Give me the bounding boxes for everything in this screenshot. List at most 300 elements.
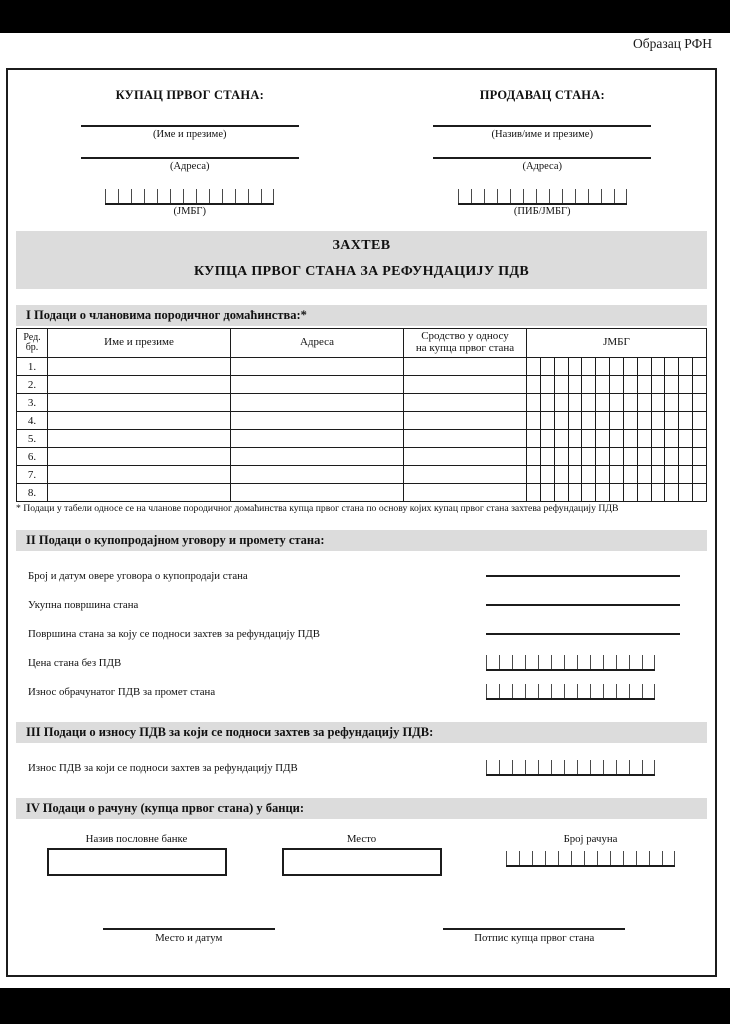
cell-jmbg-digit[interactable] (540, 484, 554, 502)
comb-cell[interactable] (564, 655, 577, 669)
cell-jmbg-digit[interactable] (679, 376, 693, 394)
cell-jmbg-digit[interactable] (554, 430, 568, 448)
cell-jmbg-digit[interactable] (596, 466, 610, 484)
cell-relation[interactable] (404, 448, 527, 466)
cell-jmbg-digit[interactable] (665, 448, 679, 466)
cell-jmbg-digit[interactable] (637, 466, 651, 484)
cell-relation[interactable] (404, 430, 527, 448)
form-field-row (16, 648, 707, 677)
cell-address[interactable] (231, 394, 404, 412)
comb-cell[interactable] (642, 760, 655, 774)
cell-jmbg-digit[interactable] (623, 412, 637, 430)
signature-group (362, 928, 708, 944)
cell-jmbg-digit[interactable] (679, 466, 693, 484)
cell-name[interactable] (48, 412, 231, 430)
comb-cell[interactable] (196, 189, 209, 203)
cell-jmbg-digit[interactable] (527, 466, 541, 484)
field-rule-line[interactable] (486, 633, 680, 635)
cell-jmbg-digit[interactable] (568, 448, 582, 466)
row-number-cell: 1. (17, 358, 48, 376)
row-number-cell: 3. (17, 394, 48, 412)
comb-cell[interactable] (497, 189, 510, 203)
comb-cell[interactable] (512, 684, 525, 698)
signature-line[interactable] (443, 928, 625, 930)
comb-cell[interactable] (486, 684, 499, 698)
comb-cell[interactable] (545, 851, 558, 865)
comb-cell[interactable] (512, 760, 525, 774)
cell-jmbg-digit[interactable] (651, 484, 665, 502)
cell-jmbg-digit[interactable] (596, 448, 610, 466)
comb-cell[interactable] (261, 189, 274, 203)
comb-cell[interactable] (649, 851, 662, 865)
cell-jmbg-digit[interactable] (693, 448, 707, 466)
cell-jmbg-digit[interactable] (582, 430, 596, 448)
cell-jmbg-digit[interactable] (610, 412, 624, 430)
cell-jmbg-digit[interactable] (540, 394, 554, 412)
cell-jmbg-digit[interactable] (651, 466, 665, 484)
comb-cell[interactable] (571, 851, 584, 865)
cell-relation[interactable] (404, 358, 527, 376)
comb-cell[interactable] (484, 189, 497, 203)
table-row (17, 412, 707, 430)
bank-details-row (16, 833, 707, 876)
buyer-name-caption: (Име и презиме) (153, 129, 227, 140)
bank-name-input[interactable] (47, 848, 227, 876)
cell-jmbg-digit[interactable] (623, 484, 637, 502)
cell-jmbg-digit[interactable] (610, 484, 624, 502)
cell-relation[interactable] (404, 376, 527, 394)
row-number-cell: 4. (17, 412, 48, 430)
amount-comb-field[interactable] (486, 655, 655, 671)
form-page-frame (6, 68, 717, 977)
cell-jmbg-digit[interactable] (540, 430, 554, 448)
cell-jmbg-digit[interactable] (693, 484, 707, 502)
cell-jmbg-digit[interactable] (665, 358, 679, 376)
comb-cell[interactable] (458, 189, 471, 203)
amount-comb-field[interactable] (486, 684, 655, 700)
cell-jmbg-digit[interactable] (596, 394, 610, 412)
comb-cell[interactable] (512, 655, 525, 669)
amount-comb-field[interactable] (486, 760, 655, 776)
comb-cell[interactable] (562, 189, 575, 203)
comb-cell[interactable] (506, 851, 519, 865)
cell-jmbg-digit[interactable] (596, 484, 610, 502)
comb-cell[interactable] (499, 760, 512, 774)
cell-jmbg-digit[interactable] (623, 466, 637, 484)
cell-address[interactable] (231, 484, 404, 502)
comb-cell[interactable] (590, 760, 603, 774)
cell-jmbg-digit[interactable] (651, 448, 665, 466)
field-label: Број и датум овере уговора о купопродаји стана (28, 569, 248, 582)
section-1-footnote: * Подаци у табели односе се на чланове породичног домаћинства купца првог стана по основу којих купац првог стана захтева рефундацију ПДВ (16, 503, 619, 514)
form-field-row (16, 677, 707, 706)
comb-cell[interactable] (525, 684, 538, 698)
table-row (17, 448, 707, 466)
cell-jmbg-digit[interactable] (568, 358, 582, 376)
cell-jmbg-digit[interactable] (568, 376, 582, 394)
bank-name-group (16, 833, 249, 876)
cell-jmbg-digit[interactable] (623, 394, 637, 412)
cell-jmbg-digit[interactable] (610, 448, 624, 466)
account-number-field[interactable] (506, 851, 675, 867)
cell-jmbg-digit[interactable] (679, 394, 693, 412)
cell-address[interactable] (231, 466, 404, 484)
comb-cell[interactable] (577, 684, 590, 698)
comb-cell[interactable] (131, 189, 144, 203)
comb-cell[interactable] (222, 189, 235, 203)
cell-jmbg-digit[interactable] (665, 430, 679, 448)
comb-cell[interactable] (536, 189, 549, 203)
comb-cell[interactable] (551, 684, 564, 698)
cell-name[interactable] (48, 448, 231, 466)
cell-jmbg-digit[interactable] (623, 448, 637, 466)
field-input-area (486, 604, 707, 606)
cell-jmbg-digit[interactable] (527, 394, 541, 412)
seller-pib-jmbg-field[interactable] (458, 189, 627, 205)
comb-cell[interactable] (118, 189, 131, 203)
cell-jmbg-digit[interactable] (693, 358, 707, 376)
comb-cell[interactable] (616, 684, 629, 698)
seller-name-caption: (Назив/име и презиме) (491, 129, 593, 140)
field-rule-line[interactable] (486, 575, 680, 577)
cell-address[interactable] (231, 358, 404, 376)
cell-jmbg-digit[interactable] (651, 430, 665, 448)
comb-cell[interactable] (588, 189, 601, 203)
cell-relation[interactable] (404, 466, 527, 484)
table-row (17, 376, 707, 394)
household-members-table (16, 328, 707, 502)
cell-jmbg-digit[interactable] (554, 412, 568, 430)
form-field-row (16, 590, 707, 619)
cell-jmbg-digit[interactable] (596, 358, 610, 376)
comb-cell[interactable] (525, 760, 538, 774)
seller-block (362, 88, 716, 217)
field-rule-line[interactable] (486, 604, 680, 606)
table-row (17, 484, 707, 502)
seller-name-rule[interactable] (433, 125, 651, 127)
cell-address[interactable] (231, 430, 404, 448)
row-number-cell: 8. (17, 484, 48, 502)
cell-jmbg-digit[interactable] (540, 376, 554, 394)
cell-jmbg-digit[interactable] (651, 394, 665, 412)
cell-jmbg-digit[interactable] (540, 448, 554, 466)
bank-name-caption: Назив пословне банке (85, 833, 188, 846)
comb-cell[interactable] (248, 189, 261, 203)
cell-jmbg-digit[interactable] (582, 466, 596, 484)
cell-jmbg-digit[interactable] (610, 466, 624, 484)
row-number-cell: 2. (17, 376, 48, 394)
cell-jmbg-digit[interactable] (540, 358, 554, 376)
cell-jmbg-digit[interactable] (527, 484, 541, 502)
table-row (17, 358, 707, 376)
cell-jmbg-digit[interactable] (651, 412, 665, 430)
comb-cell[interactable] (235, 189, 248, 203)
comb-cell[interactable] (575, 189, 588, 203)
cell-name[interactable] (48, 466, 231, 484)
comb-cell[interactable] (629, 760, 642, 774)
bottom-black-border (0, 988, 730, 1024)
section-3-heading: III Подаци о износу ПДВ за који се подноси захтев за рефундацију ПДВ: (16, 722, 707, 743)
top-black-border (0, 0, 730, 33)
comb-cell[interactable] (523, 189, 536, 203)
cell-jmbg-digit[interactable] (665, 376, 679, 394)
comb-cell[interactable] (636, 851, 649, 865)
comb-cell[interactable] (603, 684, 616, 698)
section-1-heading: I Подаци о члановима породичног домаћинства:* (16, 305, 707, 326)
buyer-block (8, 88, 362, 217)
comb-cell[interactable] (549, 189, 562, 203)
cell-jmbg-digit[interactable] (693, 430, 707, 448)
form-title-sub: КУПЦА ПРВОГ СТАНА ЗА РЕФУНДАЦИЈУ ПДВ (194, 264, 529, 279)
row-number-cell: 5. (17, 430, 48, 448)
buyer-jmbg-caption: (ЈМБГ) (173, 206, 206, 217)
comb-cell[interactable] (642, 684, 655, 698)
cell-name[interactable] (48, 430, 231, 448)
form-field-row (16, 561, 707, 590)
cell-jmbg-digit[interactable] (568, 412, 582, 430)
table-row (17, 394, 707, 412)
cell-jmbg-digit[interactable] (582, 376, 596, 394)
field-input-area (486, 655, 707, 671)
cell-jmbg-digit[interactable] (665, 394, 679, 412)
cell-jmbg-digit[interactable] (665, 412, 679, 430)
comb-cell[interactable] (525, 655, 538, 669)
comb-cell[interactable] (170, 189, 183, 203)
cell-jmbg-digit[interactable] (637, 430, 651, 448)
bank-place-input[interactable] (282, 848, 442, 876)
comb-cell[interactable] (532, 851, 545, 865)
section-2-heading: II Подаци о купопродајном уговору и промету стана: (16, 530, 707, 551)
place-date-line[interactable] (103, 928, 275, 930)
comb-cell[interactable] (629, 684, 642, 698)
comb-cell[interactable] (157, 189, 170, 203)
comb-cell[interactable] (144, 189, 157, 203)
form-code-label: Образац РФН (633, 36, 712, 51)
comb-cell[interactable] (601, 189, 614, 203)
cell-jmbg-digit[interactable] (679, 412, 693, 430)
signature-row (16, 876, 707, 944)
cell-jmbg-digit[interactable] (665, 466, 679, 484)
cell-jmbg-digit[interactable] (527, 358, 541, 376)
section-2-fields (8, 561, 715, 706)
row-number-cell: 6. (17, 448, 48, 466)
cell-jmbg-digit[interactable] (651, 376, 665, 394)
form-field-row (16, 753, 707, 782)
cell-name[interactable] (48, 394, 231, 412)
comb-cell[interactable] (105, 189, 118, 203)
table-row (17, 430, 707, 448)
field-input-area (486, 575, 707, 577)
field-label: Укупна површина стана (28, 598, 139, 611)
table-row (17, 466, 707, 484)
cell-jmbg-digit[interactable] (568, 484, 582, 502)
cell-jmbg-digit[interactable] (637, 358, 651, 376)
field-label: Цена стана без ПДВ (28, 656, 122, 669)
bank-place-group (249, 833, 474, 876)
cell-jmbg-digit[interactable] (610, 430, 624, 448)
comb-cell[interactable] (603, 655, 616, 669)
cell-relation[interactable] (404, 484, 527, 502)
comb-cell[interactable] (558, 851, 571, 865)
cell-jmbg-digit[interactable] (610, 358, 624, 376)
cell-jmbg-digit[interactable] (582, 358, 596, 376)
cell-name[interactable] (48, 484, 231, 502)
cell-jmbg-digit[interactable] (582, 448, 596, 466)
cell-name[interactable] (48, 358, 231, 376)
seller-address-rule[interactable] (433, 157, 651, 159)
cell-relation[interactable] (404, 412, 527, 430)
cell-jmbg-digit[interactable] (693, 412, 707, 430)
comb-cell[interactable] (629, 655, 642, 669)
cell-jmbg-digit[interactable] (596, 376, 610, 394)
comb-cell[interactable] (486, 655, 499, 669)
field-label: Површина стана за коју се подноси захтев за рефундацију ПДВ (28, 627, 320, 640)
buyer-name-rule[interactable] (81, 125, 299, 127)
section-3-fields (8, 753, 715, 782)
comb-cell[interactable] (623, 851, 636, 865)
cell-jmbg-digit[interactable] (596, 430, 610, 448)
comb-cell[interactable] (616, 760, 629, 774)
comb-cell[interactable] (577, 760, 590, 774)
field-input-area (486, 684, 707, 700)
comb-cell[interactable] (564, 684, 577, 698)
comb-cell[interactable] (590, 684, 603, 698)
comb-cell[interactable] (538, 655, 551, 669)
cell-address[interactable] (231, 448, 404, 466)
cell-jmbg-digit[interactable] (623, 358, 637, 376)
comb-cell[interactable] (209, 189, 222, 203)
field-input-area (486, 633, 707, 635)
bank-place-caption: Место (346, 833, 377, 846)
comb-cell[interactable] (564, 760, 577, 774)
cell-jmbg-digit[interactable] (637, 484, 651, 502)
cell-jmbg-digit[interactable] (582, 484, 596, 502)
cell-jmbg-digit[interactable] (610, 394, 624, 412)
cell-jmbg-digit[interactable] (610, 376, 624, 394)
cell-jmbg-digit[interactable] (554, 394, 568, 412)
cell-jmbg-digit[interactable] (693, 394, 707, 412)
cell-address[interactable] (231, 412, 404, 430)
comb-cell[interactable] (519, 851, 532, 865)
parties-section (8, 70, 715, 217)
comb-cell[interactable] (597, 851, 610, 865)
cell-jmbg-digit[interactable] (623, 376, 637, 394)
cell-jmbg-digit[interactable] (582, 394, 596, 412)
cell-jmbg-digit[interactable] (554, 484, 568, 502)
comb-cell[interactable] (183, 189, 196, 203)
place-date-caption: Место и датум (155, 932, 223, 945)
section-4-heading: IV Подаци о рачуну (купца првог стана) у банци: (16, 798, 707, 819)
place-date-group (16, 928, 362, 944)
seller-title: ПРОДАВАЦ СТАНА: (479, 88, 605, 102)
comb-cell[interactable] (584, 851, 597, 865)
comb-cell[interactable] (610, 851, 623, 865)
cell-jmbg-digit[interactable] (554, 358, 568, 376)
cell-jmbg-digit[interactable] (527, 448, 541, 466)
seller-address-caption: (Адреса) (522, 161, 563, 172)
comb-cell[interactable] (603, 760, 616, 774)
comb-cell[interactable] (471, 189, 484, 203)
cell-jmbg-digit[interactable] (540, 466, 554, 484)
comb-cell[interactable] (616, 655, 629, 669)
cell-jmbg-digit[interactable] (637, 448, 651, 466)
comb-cell[interactable] (642, 655, 655, 669)
buyer-title: КУПАЦ ПРВОГ СТАНА: (115, 88, 264, 102)
cell-jmbg-digit[interactable] (623, 430, 637, 448)
cell-jmbg-digit[interactable] (527, 412, 541, 430)
table-header-row (17, 329, 707, 358)
cell-jmbg-digit[interactable] (540, 412, 554, 430)
comb-cell[interactable] (614, 189, 627, 203)
comb-cell[interactable] (590, 655, 603, 669)
th-jmbg: ЈМБГ (527, 329, 707, 358)
comb-cell[interactable] (499, 655, 512, 669)
cell-jmbg-digit[interactable] (554, 448, 568, 466)
cell-jmbg-digit[interactable] (637, 394, 651, 412)
comb-cell[interactable] (551, 760, 564, 774)
row-number-cell: 7. (17, 466, 48, 484)
comb-cell[interactable] (538, 760, 551, 774)
field-label: Износ обрачунатог ПДВ за промет стана (28, 685, 216, 698)
cell-jmbg-digit[interactable] (568, 430, 582, 448)
buyer-address-rule[interactable] (81, 157, 299, 159)
cell-jmbg-digit[interactable] (693, 466, 707, 484)
cell-jmbg-digit[interactable] (554, 466, 568, 484)
cell-jmbg-digit[interactable] (637, 412, 651, 430)
comb-cell[interactable] (551, 655, 564, 669)
cell-jmbg-digit[interactable] (679, 358, 693, 376)
account-number-group (474, 833, 707, 876)
cell-jmbg-digit[interactable] (679, 430, 693, 448)
comb-cell[interactable] (577, 655, 590, 669)
cell-jmbg-digit[interactable] (568, 466, 582, 484)
cell-relation[interactable] (404, 394, 527, 412)
field-label: Износ ПДВ за који се подноси захтев за рефундацију ПДВ (28, 761, 298, 774)
cell-jmbg-digit[interactable] (693, 376, 707, 394)
cell-jmbg-digit[interactable] (596, 412, 610, 430)
comb-cell[interactable] (538, 684, 551, 698)
cell-jmbg-digit[interactable] (665, 484, 679, 502)
form-title-main: ЗАХТЕВ (332, 238, 391, 253)
comb-cell[interactable] (510, 189, 523, 203)
cell-jmbg-digit[interactable] (527, 376, 541, 394)
field-input-area (486, 760, 707, 776)
comb-cell[interactable] (499, 684, 512, 698)
cell-jmbg-digit[interactable] (527, 430, 541, 448)
cell-name[interactable] (48, 376, 231, 394)
th-name: Име и презиме (48, 329, 231, 358)
form-title-band (16, 231, 707, 289)
th-relation: Сродство у односу на купца првог стана (404, 329, 527, 358)
cell-jmbg-digit[interactable] (568, 394, 582, 412)
th-address: Адреса (231, 329, 404, 358)
seller-jmbg-caption: (ПИБ/ЈМБГ) (513, 206, 571, 217)
cell-jmbg-digit[interactable] (679, 484, 693, 502)
account-number-caption: Број рачуна (563, 833, 618, 846)
form-field-row (16, 619, 707, 648)
cell-jmbg-digit[interactable] (651, 358, 665, 376)
signature-caption: Потпис купца првог стана (474, 932, 595, 945)
cell-jmbg-digit[interactable] (637, 376, 651, 394)
cell-jmbg-digit[interactable] (554, 376, 568, 394)
cell-address[interactable] (231, 376, 404, 394)
cell-jmbg-digit[interactable] (679, 448, 693, 466)
comb-cell[interactable] (486, 760, 499, 774)
comb-cell[interactable] (662, 851, 675, 865)
buyer-jmbg-field[interactable] (105, 189, 274, 205)
buyer-address-caption: (Адреса) (169, 161, 210, 172)
cell-jmbg-digit[interactable] (582, 412, 596, 430)
